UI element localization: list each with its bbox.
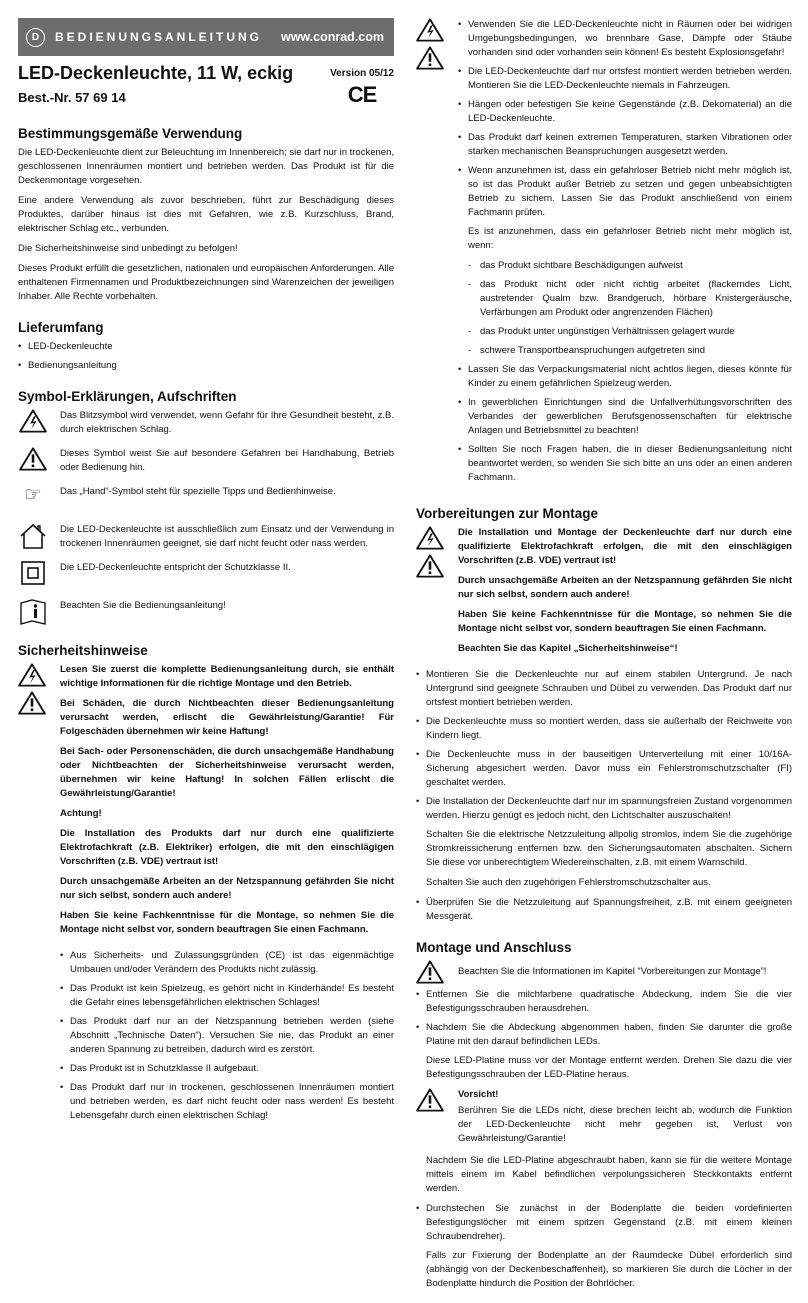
hand-pointer-icon: ☞ <box>24 484 42 506</box>
exclamation-warning-icon <box>416 554 444 578</box>
symbol-row <box>18 447 394 477</box>
language-badge: D <box>26 28 45 47</box>
lightning-warning-icon <box>18 409 48 433</box>
manual-info-icon <box>18 599 48 625</box>
list-item: • Überprüfen Sie die Netzzuleitung auf Spannungsfreiheit, z.B. mit einem geeigneten Messgerät. <box>416 896 792 924</box>
heading-mounting: Montage und Anschluss <box>416 940 572 955</box>
list-item: • Lassen Sie das Verpackungsmaterial nicht achtlos liegen, dieses könnte für Kinder zu einem gefährlichen Spielzeug werden. <box>458 363 792 391</box>
header-bar <box>18 18 394 56</box>
prep-paragraph: Schalten Sie die elektrische Netzzuleitung allpolig stromlos, indem Sie die zugehörige Stromkreissicherung entfernen bzw. den Sicherungsautomaten abschalten. Sichern Sie diese vor unberechtigtem Wiedereinschalten, z.B. mit einem Warnschild. <box>426 829 792 868</box>
heading-intended-use: Bestimmungsgemäße Verwendung <box>18 126 243 141</box>
list-item: • Das Produkt ist in Schutzklasse II aufgebaut. <box>60 1062 394 1076</box>
version-label: Version 05/12 <box>330 68 394 79</box>
mount-paragraph: Nachdem Sie die LED-Platine abgeschraubt haben, kann sie für die weitere Montage mittels einem im Kabel befindlichen verpolungssicheren Steckkontakts entfernt werden. <box>426 1155 792 1194</box>
symbol-row <box>18 485 394 515</box>
prep-paragraph: Schalten Sie auch den zugehörigen Fehlerstromschutzschalter aus. <box>426 877 711 888</box>
symbol-text: Die LED-Deckenleuchte entspricht der Schutzklasse II. <box>60 562 291 573</box>
safety-bold-text: Die Installation des Produkts darf nur durch eine qualifizierte Elektrofachkraft (z.B. Elektriker) erfolgen, die mit den einschlägigen Vorschriften (z.B. VDE) vertraut ist! <box>60 828 394 867</box>
list-item: - das Produkt unter ungünstigen Verhältnissen gelagert wurde <box>468 325 792 339</box>
section-preparation <box>416 506 792 924</box>
heading-symbols: Symbol-Erklärungen, Aufschriften <box>18 389 237 404</box>
list-item: • Das Produkt darf nur in trockenen, geschlossenen Innenräumen montiert und betrieben werden, es darf nicht feucht oder nass werden! Es besteht Lebensgefahr durch einen elektrischen Schlag! <box>60 1081 394 1123</box>
list-item: • Das Produkt darf nur an der Netzspannung betrieben werden (siehe Abschnitt „Technische Daten“). Versuchen Sie nie, das Produkt an einer anderen Spannung zu betreiben, dadurch wird es zerstört. <box>60 1015 394 1057</box>
safety-bold-text: Bei Sach- oder Personenschäden, die durch unsachgemäße Handhabung oder Nichtbeachten der Sicherheitshinweise verursacht werden, übernehmen wir keine Haftung! In solchen Fällen erlischt die Gewährleistung/Garantie! <box>60 746 394 799</box>
page-title: LED-Deckenleuchte, 11 W, eckig <box>18 63 294 83</box>
list-item: • Bedienungsanleitung <box>18 359 394 373</box>
mount-note: Beachten Sie die Informationen im Kapitel “Vorbereitungen zur Montage”! <box>458 966 767 977</box>
section-mounting <box>416 940 792 1291</box>
list-item: • Die Deckenleuchte muss in der bauseitigen Unterverteilung mit einer 10/16A-Sicherung abgesichert werden. Davor muss ein Fehlerstromschutzschalter (FI) geschaltet werden. <box>416 748 792 790</box>
heading-preparation: Vorbereitungen zur Montage <box>416 506 599 521</box>
heading-safety: Sicherheitshinweise <box>18 643 148 658</box>
list-item: • Montieren Sie die Deckenleuchte nur auf einem stabilen Untergrund. Je nach Untergrund sind geeignete Schrauben und Dübel zu verwenden. Das Produkt darf nur ortsfest montiert betrieben werden. <box>416 668 792 710</box>
section-intended-use <box>18 126 394 304</box>
heading-delivery: Lieferumfang <box>18 320 104 335</box>
list-item: • Aus Sicherheits- und Zulassungsgründen (CE) ist das eigenmächtige Umbauen und/oder Verändern des Produkts nicht zulässig. <box>60 949 394 977</box>
lightning-warning-icon <box>416 18 444 42</box>
lightning-warning-icon <box>416 526 444 550</box>
section-safety <box>18 643 394 1123</box>
prep-bold-text: Durch unsachgemäße Arbeiten an der Netzspannung gefährden Sie nicht nur sich selbst, sondern auch andere! <box>458 575 792 600</box>
list-item: • In gewerblichen Einrichtungen sind die Unfallverhütungsvorschriften des Verbandes der gewerblichen Berufsgenossenschaften für elektrische Anlagen und Betriebsmittel zu beachten! <box>458 396 792 438</box>
prep-bold-text: Haben Sie keine Fachkenntnisse für die Montage, so nehmen Sie die Montage nicht selbst vor, sondern beauftragen Sie einen Fachmann. <box>458 609 792 634</box>
use-paragraph: Die LED-Deckenleuchte dient zur Beleuchtung im Innenbereich; sie darf nur in trockenen, geschlossenen Innenräumen montiert und betrieben werden. Das Produkt ist für die Deckenmontage vorgesehen. <box>18 147 394 186</box>
safety-bold-text: Achtung! <box>60 808 102 819</box>
title-block <box>18 63 394 108</box>
article-number: Best.-Nr. 57 69 14 <box>18 90 126 105</box>
use-paragraph: Die Sicherheitshinweise sind unbedingt zu befolgen! <box>18 243 238 254</box>
condition-intro: Es ist anzunehmen, dass ein gefahrloser Betrieb nicht mehr möglich ist, wenn: <box>468 226 792 251</box>
list-item: • Verwenden Sie die LED-Deckenleuchte nicht in Räumen oder bei widrigen Umgebungsbedingungen, wo brennbare Gase, Dämpfe oder Stäube vorhanden sind oder vorhanden sein können! Es besteht Explosionsgefahr! <box>458 18 792 60</box>
list-item: • Das Produkt ist kein Spielzeug, es gehört nicht in Kinderhände! Es besteht die Gefahr eines lebensgefährlichen elektrischen Schlages! <box>60 982 394 1010</box>
use-paragraph: Dieses Produkt erfüllt die gesetzlichen, nationalen und europäischen Anforderungen. Alle enthaltenen Firmennamen und Produktbezeichnungen sind Warenzeichen der jeweiligen Inhaber. Alle Rechte vorbehalten. <box>18 263 394 302</box>
symbol-row <box>18 599 394 629</box>
caution-text: Berühren Sie die LEDs nicht, diese brechen leicht ab, wodurch die Funktion der LED-Deckenleuchte nicht mehr gegeben ist, Verlust von Gewährleistung/Garantie! <box>458 1105 792 1144</box>
list-item: • Sollten Sie noch Fragen haben, die in dieser Bedienungsanleitung nicht beantwortet werden, so wenden Sie sich bitte an uns oder an einen anderen Fachmann. <box>458 443 792 485</box>
protection-class-2-icon <box>18 561 48 585</box>
symbol-row <box>18 523 394 553</box>
lightning-warning-icon <box>18 663 46 687</box>
mount-paragraph: Diese LED-Platine muss vor der Montage entfernt werden. Drehen Sie dazu die vier Befestigungsschrauben der LED-Platine heraus. <box>426 1055 792 1080</box>
safety-bold-text: Lesen Sie zuerst die komplette Bedienungsanleitung durch, sie enthält wichtige Informationen für die richtige Montage und den Betrieb. <box>60 664 394 689</box>
ce-mark-icon: CE <box>347 82 377 107</box>
exclamation-warning-icon <box>416 1088 444 1112</box>
list-item: - schwere Transportbeanspruchungen aufgetreten sind <box>468 344 792 358</box>
prep-bold-text: Die Installation und Montage der Deckenleuchte darf nur durch eine qualifizierte Elektrofachkraft erfolgen, die mit den einschlägigen Vorschriften (z.B. VDE) vertraut ist! <box>458 527 792 566</box>
exclamation-warning-icon <box>416 46 444 70</box>
list-item: • Nachdem Sie die Abdeckung abgenommen haben, finden Sie darunter die große Platine mit den darauf befindlichen LEDs. <box>416 1021 792 1049</box>
prep-bold-text: Beachten Sie das Kapitel „Sicherheitshinweise“! <box>458 643 678 654</box>
list-item: - das Produkt nicht oder nicht richtig arbeitet (flackerndes Licht, austretender Qualm bzw. Brandgeruch, hörbare Knistergeräusche, Verfärbungen am Produkt oder angrenzenden Flächen) <box>468 278 792 320</box>
exclamation-warning-icon <box>18 447 48 471</box>
house-icon <box>18 523 48 549</box>
header-section-label: BEDIENUNGSANLEITUNG <box>55 30 263 44</box>
symbol-text: Das Blitzsymbol wird verwendet, wenn Gefahr für Ihre Gesundheit besteht, z.B. durch elektrischen Schlag. <box>60 410 394 435</box>
exclamation-warning-icon <box>18 691 46 715</box>
caution-title: Vorsicht! <box>458 1089 499 1100</box>
list-item: • Die Installation der Deckenleuchte darf nur im spannungsfreien Zustand vorgenommen werden. Hierzu genügt es jedoch nicht, den Lichtschalter auszuschalten! <box>416 795 792 823</box>
safety-bold-text: Durch unsachgemäße Arbeiten an der Netzspannung gefährden Sie nicht nur sich selbst, sondern auch andere! <box>60 876 394 901</box>
symbol-text: Das „Hand“-Symbol steht für spezielle Tipps und Bedienhinweise. <box>60 486 336 497</box>
list-item: • Hängen oder befestigen Sie keine Gegenstände (z.B. Dekomaterial) an die LED-Deckenleuchte. <box>458 98 792 126</box>
list-item: • Durchstechen Sie zunächst in der Bodenplatte die beiden vordefinierten Befestigungslöcher mit einem spitzen Gegenstand (z.B. mit einem kleinen Schraubendreher). <box>416 1202 792 1244</box>
symbol-row <box>18 409 394 439</box>
exclamation-warning-icon <box>416 960 444 984</box>
mount-paragraph: Falls zur Fixierung der Bodenplatte an der Raumdecke Dübel erforderlich sind (abhängig von der Deckenbeschaffenheit), so markieren Sie durch die Löcher in der Bodenplatte hindurch die Position der Bohrlöcher. <box>426 1250 792 1289</box>
list-item: - das Produkt sichtbare Beschädigungen aufweist <box>468 259 792 273</box>
header-website[interactable]: www.conrad.com <box>280 30 384 44</box>
section-symbols <box>18 389 394 629</box>
section-delivery <box>18 320 394 373</box>
symbol-text: Dieses Symbol weist Sie auf besondere Gefahren bei Handhabung, Betrieb oder Bedienung hin. <box>60 448 394 473</box>
list-item: • Entfernen Sie die milchfarbene quadratische Abdeckung, indem Sie die vier Befestigungsschrauben herausdrehen. <box>416 988 792 1016</box>
safety-bold-text: Haben Sie keine Fachkenntnisse für die Montage, so nehmen Sie die Montage nicht selbst vor, sondern beauftragen Sie einen Fachmann. <box>60 910 394 935</box>
symbol-text: Die LED-Deckenleuchte ist ausschließlich zum Einsatz und der Verwendung in trockenen Innenräumen geeignet, sie darf nicht feucht oder nass werden. <box>60 524 394 549</box>
left-column <box>18 18 394 1135</box>
list-item: • Die LED-Deckenleuchte darf nur ortsfest montiert werden betrieben werden. Montieren Sie die LED-Deckenleuchte niemals in Fahrzeugen. <box>458 65 792 93</box>
list-item: • LED-Deckenleuchte <box>18 340 394 354</box>
symbol-text: Beachten Sie die Bedienungsanleitung! <box>60 600 226 611</box>
list-item: • Die Deckenleuchte muss so montiert werden, dass sie außerhalb der Reichweite von Kindern liegt. <box>416 715 792 743</box>
right-column <box>416 18 792 1303</box>
symbol-row <box>18 561 394 591</box>
list-item: • Das Produkt darf keinen extremen Temperaturen, starken Vibrationen oder starken mechanischen Beanspruchungen ausgesetzt werden. <box>458 131 792 159</box>
safety-bold-text: Bei Schäden, die durch Nichtbeachten dieser Bedienungsanleitung verursacht werden, erlischt die Gewährleistung/Garantie! Für Folgeschäden übernehmen wir keine Haftung! <box>60 698 394 737</box>
use-paragraph: Eine andere Verwendung als zuvor beschrieben, führt zur Beschädigung dieses Produktes, darüber hinaus ist dies mit Gefahren, wie z.B. Kurzschluss, Brand, elektrischer Schlag etc., verbunden. <box>18 195 394 234</box>
list-item: • Wenn anzunehmen ist, dass ein gefahrloser Betrieb nicht mehr möglich ist, so ist das Produkt außer Betrieb zu setzen und gegen unbeabsichtigten Betrieb zu sichern. Lassen Sie das Produkt anschließend von einem Fachmann prüfen. <box>458 164 792 220</box>
